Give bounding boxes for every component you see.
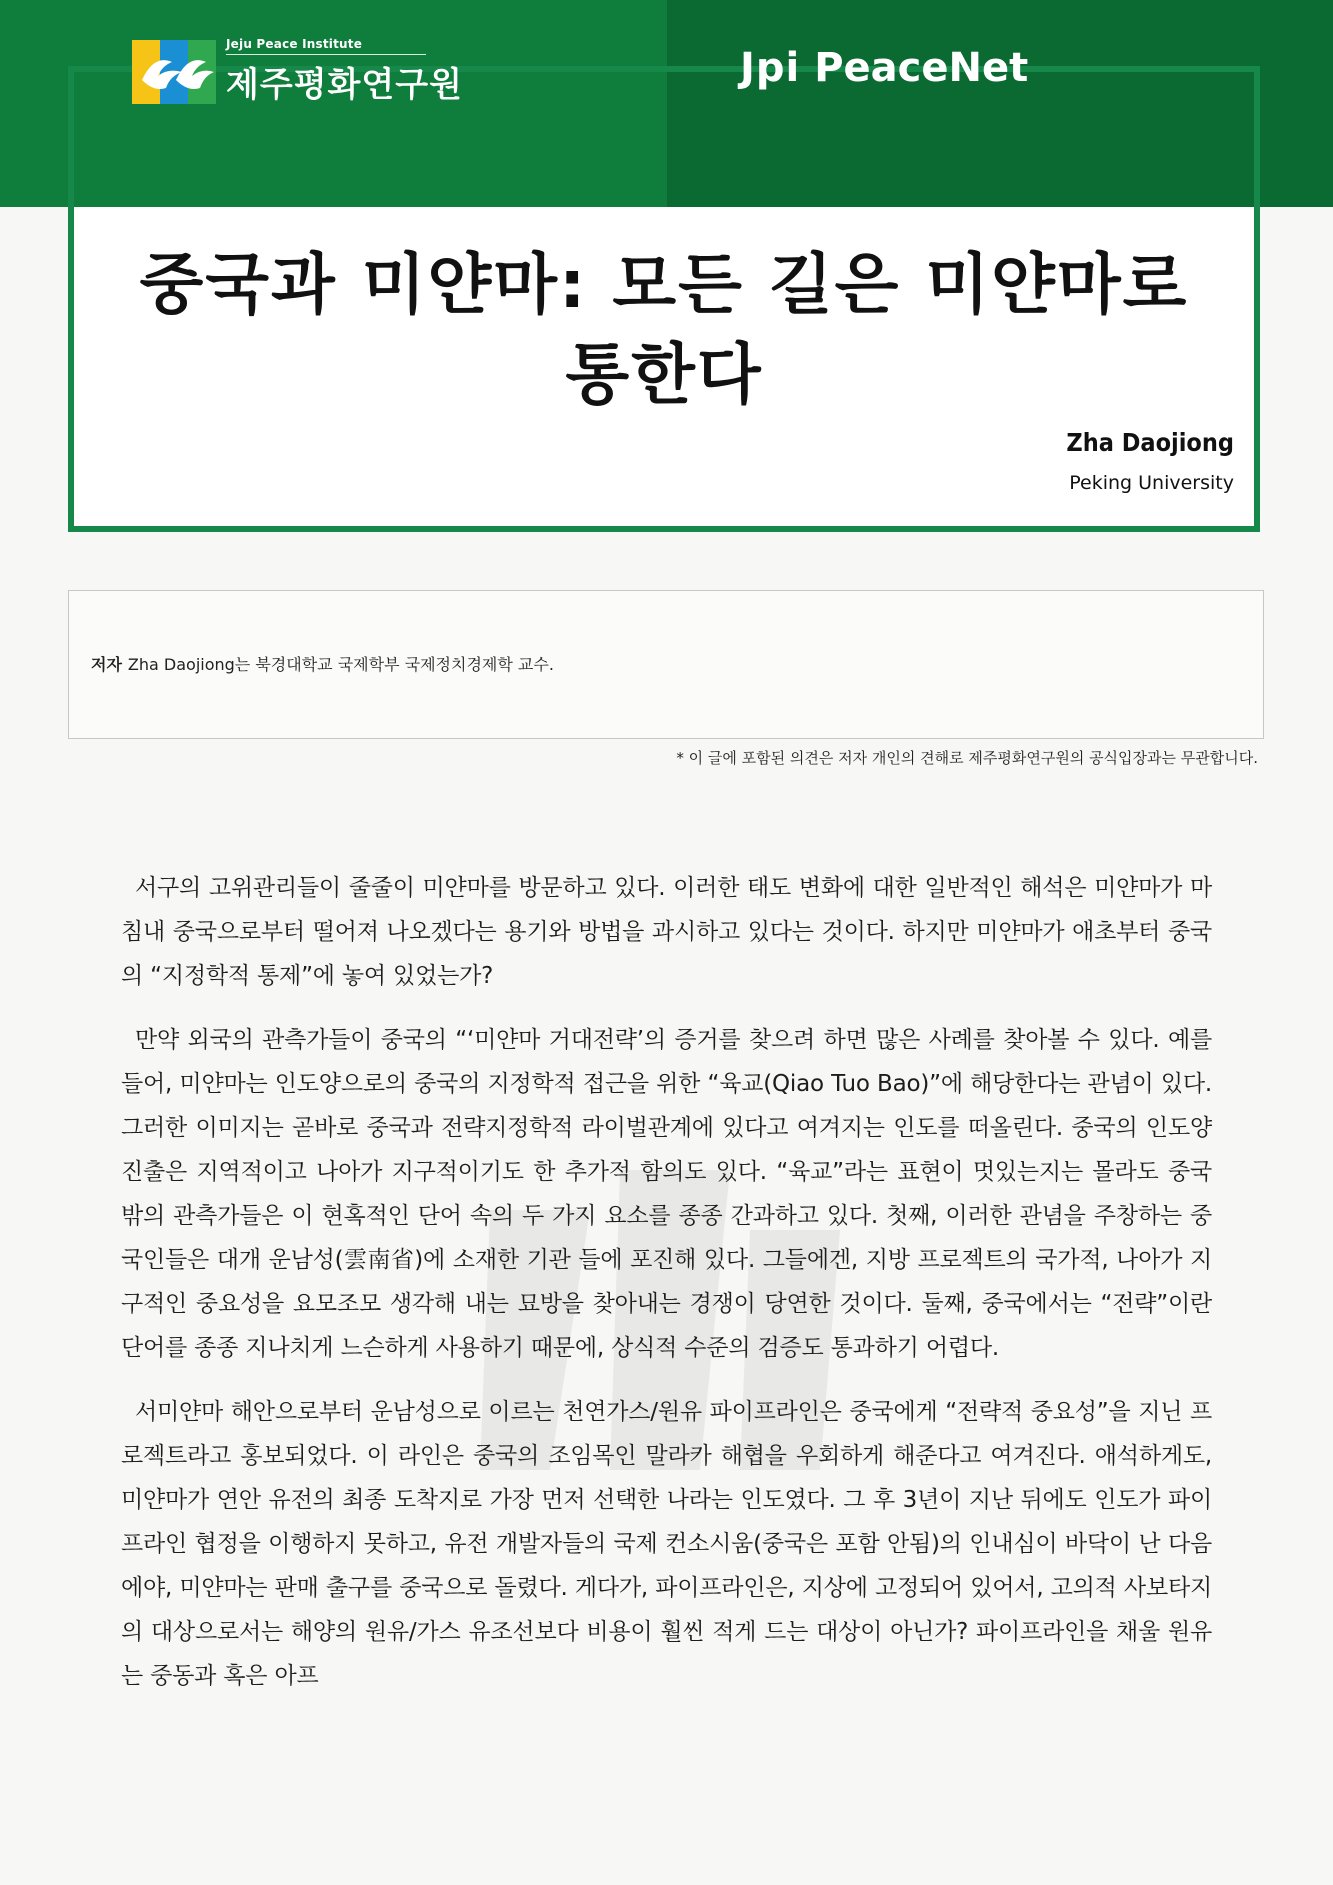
jpi-wordmark: Jpi bbox=[740, 45, 801, 91]
jeju-peace-institute-logo bbox=[132, 37, 463, 106]
article-paragraph: 만약 외국의 관측가들이 중국의 “‘미얀마 거대전략’의 증거를 찾으려 하면 많은 사례를 찾아볼 수 있다. 예를 들어, 미얀마는 인도양으로의 중국의 지정학적 접근을 위한 “육교(Qiao Tuo Bao)”에 해당한다는 관념이 있다. 그러한 이미지는 곧바로 중국과 전략지정학적 라이벌관계에 있다고 여겨지는 인도를 떠올린다. 중국의 인도양 진출은 지역적이고 나아가 지구적이기도 한 추가적 함의도 있다. “육교”라는 표현이 멋있는지는 몰라도 중국 밖의 관측가들은 이 현혹적인 단어 속의 두 가지 요소를 종종 간과하고 있다. 첫째, 이러한 관념을 주창하는 중국인들은 대개 운남성(雲南省)에 소재한 기관 들에 포진해 있다. 그들에겐, 지방 프로젝트의 국가적, 나아가 지구적인 중요성을 요모조모 생각해 내는 묘방을 찾아내는 경쟁이 당연한 것이다. 둘째, 중국에서는 “전략”이란 단어를 종종 지나치게 느슨하게 사용하기 때문에, 상식적 수준의 검증도 통과하기 어렵다. bbox=[121, 1027, 1212, 1361]
page-title-line-2: 통한다 bbox=[565, 336, 763, 413]
article-paragraph: 서미얀마 해안으로부터 운남성으로 이르는 천연가스/원유 파이프라인은 중국에게 “전략적 중요성”을 지닌 프로젝트라고 홍보되었다. 이 라인은 중국의 조임목인 말라카 해협을 우회하게 해준다고 여겨진다. 애석하게도, 미얀마가 연안 유전의 최종 도착지로 가장 먼저 선택한 나라는 인도였다. 그 후 3년이 지난 뒤에도 인도가 파이프라인 협정을 이행하지 못하고, 유전 개발자들의 국제 컨소시움(중국은 포함 안됨)의 인내심이 바닥이 난 다음에야, 미얀마는 판매 출구를 중국으로 돌렸다. 게다가, 파이프라인은, 지상에 고정되어 있어서, 고의적 사보타지의 대상으로서는 해양의 원유/가스 유조선보다 비용이 훨씬 적게 드는 대상이 아닌가? 파이프라인을 채울 원유는 중동과 혹은 아프 bbox=[121, 1399, 1212, 1689]
author-info-label: 저자 bbox=[91, 655, 122, 674]
author-info-box bbox=[68, 590, 1264, 739]
bird-logo-icon bbox=[132, 40, 216, 104]
peacenet-logo bbox=[740, 45, 1028, 91]
page-title bbox=[74, 240, 1254, 420]
author-info-text: Zha Daojiong는 북경대학교 국제학부 국제정치경제학 교수. bbox=[127, 655, 554, 674]
author-info-line bbox=[91, 652, 554, 675]
institute-name bbox=[226, 37, 463, 106]
author-affiliation: Peking University bbox=[1069, 472, 1234, 494]
article-body bbox=[121, 866, 1212, 1718]
author-name: Zha Daojiong bbox=[1066, 428, 1234, 457]
institute-name-ko: 제주평화연구원 bbox=[226, 65, 463, 105]
page-title-line-1: 중국과 미얀마: 모든 길은 미얀마로 bbox=[139, 246, 1189, 323]
institute-name-en: Jeju Peace Institute bbox=[226, 37, 426, 55]
article-paragraph: 서구의 고위관리들이 줄줄이 미얀마를 방문하고 있다. 이러한 태도 변화에 대한 일반적인 해석은 미얀마가 마침내 중국으로부터 떨어져 나오겠다는 용기와 방법을 과시하고 있다는 것이다. 하지만 미얀마가 애초부터 중국의 “지정학적 통제”에 놓여 있었는가? bbox=[121, 875, 1212, 989]
disclaimer-note: * 이 글에 포함된 의견은 저자 개인의 견해로 제주평화연구원의 공식입장과는 무관합니다. bbox=[676, 749, 1258, 767]
peacenet-wordmark: PeaceNet bbox=[814, 45, 1029, 91]
